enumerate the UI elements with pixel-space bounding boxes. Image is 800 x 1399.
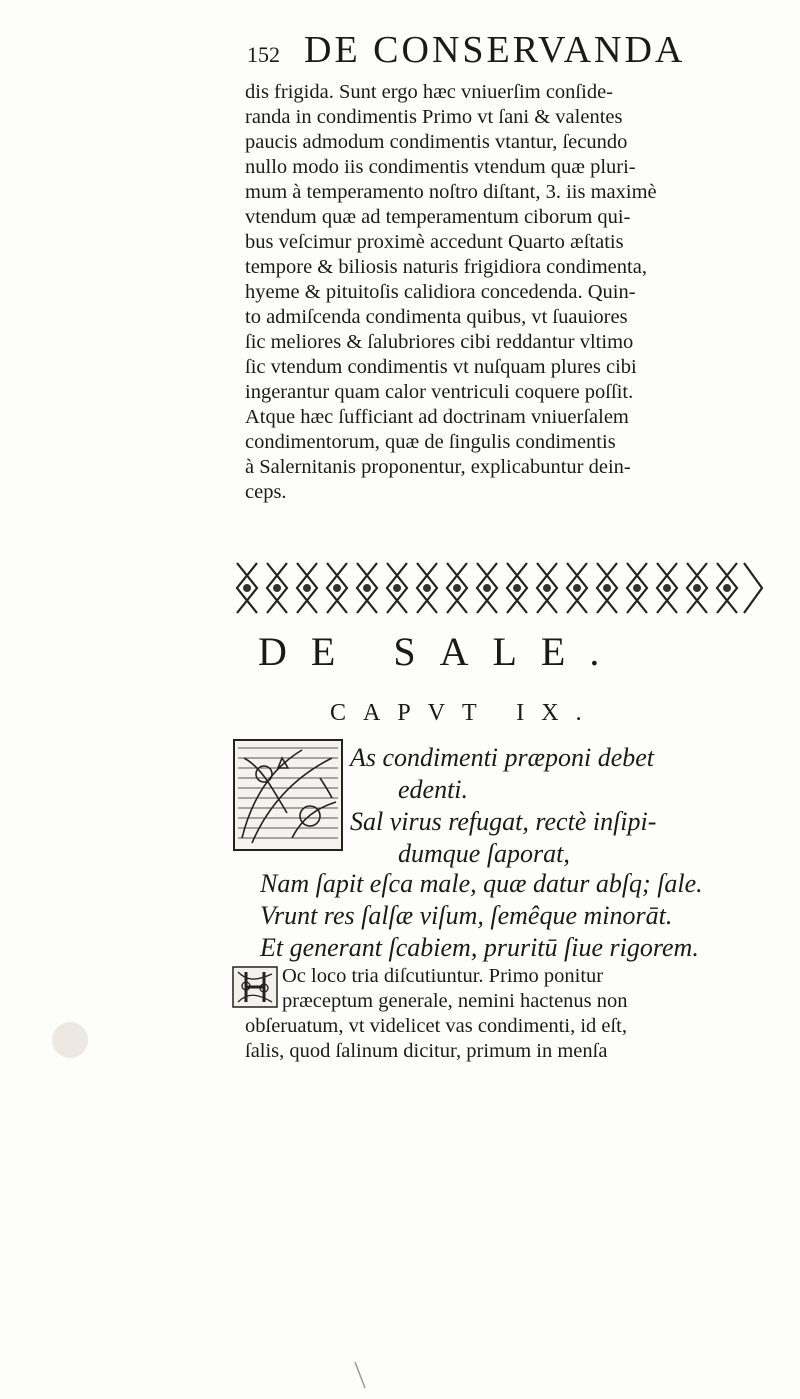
verse-top xyxy=(350,742,770,870)
text-line: à Salernitanis proponentur, explicabuntur dein- xyxy=(245,456,631,478)
text-line: ſic meliores & ſalubriores cibi reddantur vltimo xyxy=(245,331,634,353)
page-number: 152 xyxy=(247,42,280,67)
section-title: DE SALE. xyxy=(258,629,624,674)
text-line: randa in condimentis Primo vt ſani & valentes xyxy=(245,106,623,128)
text-line: hyeme & pituitoſis calidiora concedenda. Quin- xyxy=(245,281,636,303)
paragraph-two-start xyxy=(282,964,772,1014)
text-line: vtendum quæ ad temperamentum ciborum qui- xyxy=(245,206,631,228)
running-title: DE CONSERVANDA xyxy=(304,29,686,71)
running-head xyxy=(247,28,747,72)
main-paragraph xyxy=(245,80,765,505)
text-line: tempore & biliosis naturis frigidiora condimenta, xyxy=(245,256,647,278)
paper-stain xyxy=(352,1360,368,1390)
text-line: nullo modo iis condimentis vtendum quæ pluri- xyxy=(245,156,636,178)
text-line: dis frigida. Sunt ergo hæc vniuerſim conſide- xyxy=(245,81,613,103)
text-line: ceps. xyxy=(245,481,287,503)
text-line: to admiſcenda condimenta quibus, vt ſuauiores xyxy=(245,306,628,328)
text-line: obſeruatum, vt videlicet vas condimenti, id eſt, xyxy=(245,1015,628,1037)
text-line: Atque hæc ſufficiant ad doctrinam vniuerſalem xyxy=(245,406,629,428)
text-line: paucis admodum condimentis vtantur, ſecundo xyxy=(245,131,628,153)
verse-bottom xyxy=(260,868,780,964)
verse-line: Sal virus refugat, rectè inſipi- xyxy=(350,807,657,836)
verse-line: Et generant ſcabiem, pruritū ſiue rigorem. xyxy=(260,933,699,962)
verse-line: Vrunt res ſalſæ viſum, ſemêque minorāt. xyxy=(260,901,673,930)
verse-line: Nam ſapit eſca male, quæ datur abſq; ſale. xyxy=(260,869,703,898)
text-line: præceptum generale, nemini hactenus non xyxy=(282,990,628,1012)
paper-stain xyxy=(40,1010,100,1070)
text-line: ingerantur quam calor ventriculi coquere poſſit. xyxy=(245,381,634,403)
chapter-heading: CAPVT IX. xyxy=(330,700,599,726)
small-initial-icon xyxy=(232,966,278,1008)
text-line: condimentorum, quæ de ſingulis condimentis xyxy=(245,431,616,453)
text-line: ſalis, quod ſalinum dicitur, primum in menſa xyxy=(245,1040,608,1062)
text-line: ſic vtendum condimentis vt nuſquam plures cibi xyxy=(245,356,637,378)
text-line: mum à temperamento noſtro diſtant, 3. iis maximè xyxy=(245,181,657,203)
text-line: Oc loco tria diſcutiuntur. Primo ponitur xyxy=(282,965,604,987)
ornament-band xyxy=(232,553,767,623)
verse-line: dumque ſaporat, xyxy=(398,839,570,868)
verse-line: edenti. xyxy=(398,775,469,804)
text-line: bus veſcimur proximè accedunt Quarto æſtatis xyxy=(245,231,624,253)
verse-line: As condimenti præponi debet xyxy=(350,743,655,772)
paragraph-two-rest xyxy=(245,1014,770,1064)
decorated-initial-icon xyxy=(232,738,344,852)
